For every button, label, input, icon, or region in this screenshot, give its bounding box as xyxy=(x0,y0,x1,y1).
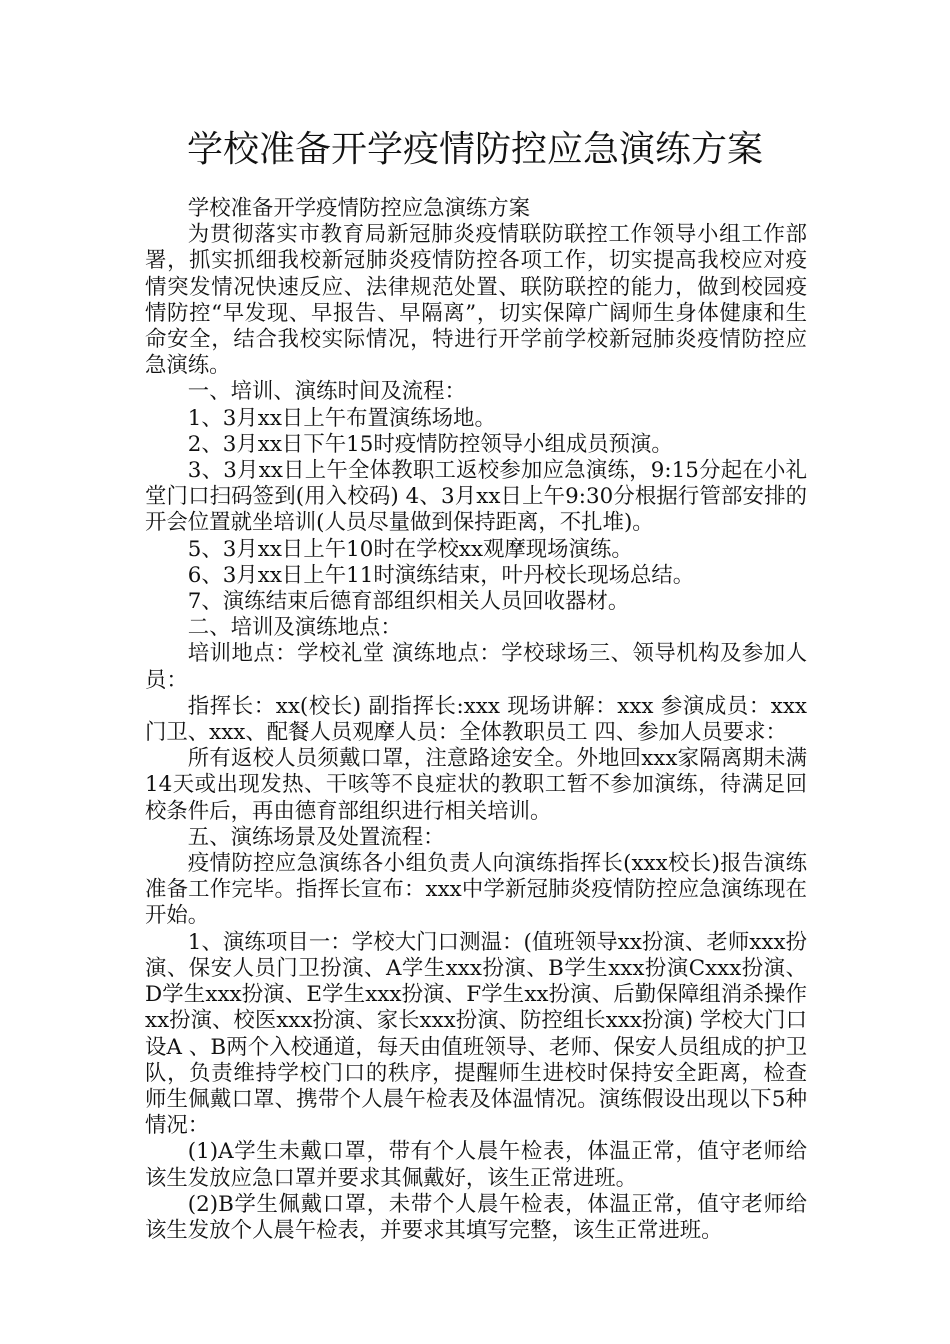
procedure-paragraph: 疫情防控应急演练各小组负责人向演练指挥长(xxx校长)报告演练准备工作完毕。指挥长宣布：xxx中学新冠肺炎疫情防控应急演练现在开始。 xyxy=(145,851,807,929)
section-heading: 二、培训及演练地点： xyxy=(187,615,402,641)
case-paragraph: (1)A学生未戴口罩，带有个人晨午检表，体温正常，值守老师给该生发放应急口罩并要求其佩戴好，该生正常进班。 xyxy=(145,1139,807,1191)
requirements-paragraph: 所有返校人员须戴口罩，注意路途安全。外地回xxx家隔离期未满14天或出现发热、干咳等不良症状的教职工暂不参加演练，待满足回校条件后，再由德育部组织进行相关培训。 xyxy=(145,746,807,824)
schedule-item: 7、演练结束后德育部组织相关人员回收器材。 xyxy=(187,589,630,615)
schedule-item: 2、3月xx日下午15时疫情防控领导小组成员预演。 xyxy=(187,431,673,457)
schedule-item: 6、3月xx日上午11时演练结束，叶丹校长现场总结。 xyxy=(187,562,695,588)
subtitle-paragraph: 学校准备开学疫情防控应急演练方案 xyxy=(187,196,531,221)
drill-item-paragraph: 1、演练项目一：学校大门口测温：(值班领导xx扮演、老师xxx扮演、保安人员门卫扮演、A学生xxx扮演、B学生xxx扮演Cxxx扮演、D学生xxx扮演、E学生xxx扮演、F学生xx扮演、后勤保障组消杀操作xx扮演、校医xxx扮演、家长xxx扮演、防控组长xxx扮演) 学校大门口设A 、B两个入校通道，每天由值班领导、老师、保安人员组成的护卫队，负责维持学校门口的秩序，提醒师生进校时保持安全距离，检查师生佩戴口罩、携带个人晨午检表及体温情况。演练假设出现以下5种情况： xyxy=(145,929,807,1139)
section-heading: 五、演练场景及处置流程： xyxy=(187,824,445,850)
document-title: 学校准备开学疫情防控应急演练方案 xyxy=(186,129,763,170)
schedule-item: 5、3月xx日上午10时在学校xx观摩现场演练。 xyxy=(187,536,633,562)
intro-paragraph: 为贯彻落实市教育局新冠肺炎疫情联防联控工作领导小组工作部署，抓实抓细我校新冠肺炎疫情防控各项工作，切实提高我校应对疫情突发情况快速反应、法律规范处置、联防联控的能力，做到校园疫情防控“早发现、早报告、早隔离”，切实保障广阔师生身体健康和生命安全，结合我校实际情况，特进行开学前学校新冠肺炎疫情防控应急演练。 xyxy=(145,222,807,379)
document-body xyxy=(145,196,807,1244)
location-paragraph: 培训地点：学校礼堂 演练地点：学校球场三、领导机构及参加人员： xyxy=(145,641,807,693)
section-heading: 一、培训、演练时间及流程： xyxy=(187,379,466,405)
case-paragraph: (2)B学生佩戴口罩，未带个人晨午检表，体温正常，值守老师给该生发放个人晨午检表，并要求其填写完整，该生正常进班。 xyxy=(145,1191,807,1243)
personnel-paragraph: 指挥长：xx(校长) 副指挥长:xxx 现场讲解：xxx 参演成员：xxx门卫、xxx、配餐人员观摩人员：全体教职员工 四、参加人员要求： xyxy=(145,693,807,746)
schedule-item: 3、3月xx日上午全体教职工返校参加应急演练，9:15分起在小礼堂门口扫码签到(用入校码) 4、3月xx日上午9:30分根据行管部安排的开会位置就坐培训(人员尽量做到保持距离，不扎堆)。 xyxy=(145,458,807,536)
schedule-item: 1、3月xx日上午布置演练场地。 xyxy=(187,405,496,431)
